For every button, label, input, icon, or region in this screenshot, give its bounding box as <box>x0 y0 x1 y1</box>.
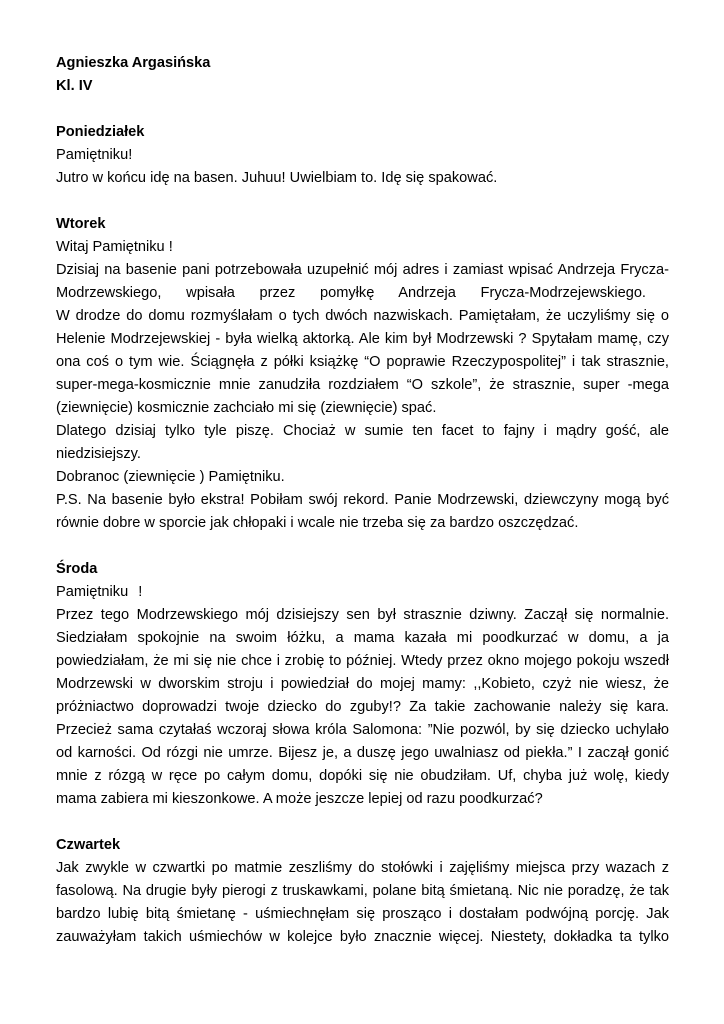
entry-line: Jak zwykle w czwartki po matmie zeszliśmy do stołówki i zajęliśmy miejsca przy wazach z <box>56 860 669 876</box>
entry-line: równie dobre w sporcie jak chłopaki i wcale nie trzeba się za bardzo oszczędzać. <box>56 515 579 531</box>
entry-line: Witaj Pamiętniku ! <box>56 239 173 255</box>
spacer <box>56 811 669 834</box>
spacer <box>56 535 669 558</box>
author-name: Agnieszka Argasińska <box>56 55 211 71</box>
entry-line: od karności. Od rózgi nie umrze. Bijesz je, a duszę jego uwalniasz od piekła.” I zaczął gonić <box>56 745 669 761</box>
entry-line: Dobranoc (ziewnięcie ) Pamiętniku. <box>56 469 285 485</box>
entry-line: Przecież sama czytałaś wczoraj słowa króla Salomona: ”Nie pozwól, by się dziecko uchylało <box>56 722 669 738</box>
entry-line: super-mega-kosmicznie mnie zanudziła rozdziałem “O szkole”, że strasznie, super -mega <box>56 377 669 393</box>
entry-line: W drodze do domu rozmyślałam o tych dwóch nazwiskach. Pamiętałam, że uczyliśmy się o <box>56 308 669 324</box>
entry-line: fasolową. Na drugie były pierogi z truskawkami, polane bitą śmietaną. Nic nie poradzę, że tak <box>56 883 669 899</box>
entry-line: bardzo lubię bitą śmietanę - uśmiechnęłam się prosząco i dostałam podwójną porcję. Jak <box>56 906 669 922</box>
day-heading-monday: Poniedziałek <box>56 124 145 140</box>
day-heading-thursday: Czwartek <box>56 837 121 853</box>
class-label: Kl. IV <box>56 78 93 94</box>
entry-line: Pamiętniku ! <box>56 584 143 600</box>
entry-line: Siedziałam spokojnie na swoim łóżku, a mama kazała mi poodkurzać w domu, a ja <box>56 630 669 646</box>
day-heading-wednesday: Środa <box>56 561 98 577</box>
entry-wednesday <box>56 558 669 811</box>
spacer <box>56 98 669 121</box>
entry-line: Helenie Modrzejewskiej - była wielką aktorką. Ale kim był Modrzewski ? Spytałam mamę, czy <box>56 331 669 347</box>
entry-line: Przez tego Modrzewskiego mój dzisiejszy sen był strasznie dziwny. Zaczął się normalnie. <box>56 607 669 623</box>
entry-line: zauważyłam takich uśmiechów w kolejce było znacznie więcej. Niestety, dokładka ta tylko <box>56 929 669 945</box>
document-page <box>56 52 669 949</box>
entry-line: Dlatego dzisiaj tylko tyle piszę. Chociaż w sumie ten facet to fajny i mądry gość, ale <box>56 423 669 439</box>
entry-line: Jutro w końcu idę na basen. Juhuu! Uwielbiam to. Idę się spakować. <box>56 170 498 186</box>
entry-line: Modrzewski w dworskim stroju i powiedział do mojej mamy: ,,Kobieto, czyż nie wiesz, że <box>56 676 669 692</box>
entry-line: Dzisiaj na basenie pani potrzebowała uzupełnić mój adres i zamiast wpisać Andrzeja Frycza- <box>56 262 669 278</box>
entry-line: (ziewnięcie) kosmicznie zachciało mi się (ziewnięcie) spać. <box>56 400 437 416</box>
entry-line: Pamiętniku! <box>56 147 133 163</box>
entry-line: ona coś o tym wie. Ściągnęła z półki książkę “O poprawie Rzeczypospolitej” i tak strasznie, <box>56 354 669 370</box>
entry-tuesday <box>56 213 669 535</box>
day-heading-tuesday: Wtorek <box>56 216 106 232</box>
entry-line: mama zabiera mi kieszonkowe. A może jeszcze lepiej od razu poodkurzać? <box>56 791 543 807</box>
entry-line: P.S. Na basenie było ekstra! Pobiłam swój rekord. Panie Modrzewski, dziewczyny mogą być <box>56 492 669 508</box>
entry-line: niedzisiejszy. <box>56 446 141 462</box>
entry-monday <box>56 121 669 190</box>
spacer <box>56 190 669 213</box>
entry-line: mnie z rózgą w ręce po całym domu, dopóki się nie obudziłam. Uf, chyba już wolę, kiedy <box>56 768 669 784</box>
entry-thursday <box>56 834 669 949</box>
entry-line: Modrzewskiego, wpisała przez pomyłkę Andrzeja Frycza-Modrzejewskiego. <box>56 285 646 301</box>
entry-line: próżniactwo doprowadzi twoje dziecko do zguby!? Za takie zachowanie należy się kara. <box>56 699 669 715</box>
entry-line: powiedziałam, że mi się nie chce i zrobię to później. Wtedy przez okno mojego pokoju wszedł <box>56 653 669 669</box>
